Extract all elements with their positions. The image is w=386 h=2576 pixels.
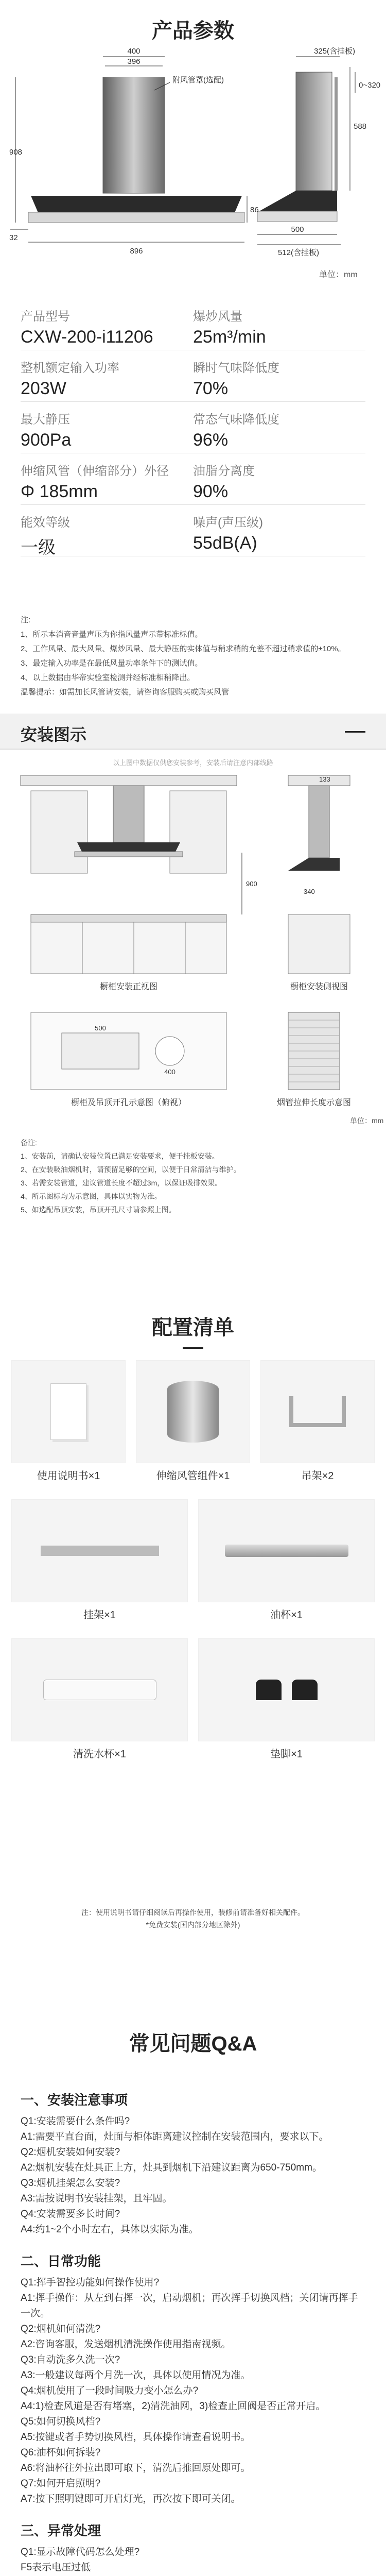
spec-value: 900Pa <box>21 430 72 450</box>
parts-title-underline <box>0 1342 386 1351</box>
faq-line: Q1:显示故障代码怎么处理? <box>21 2547 140 2557</box>
caption-b: 橱柜安装侧视图 <box>290 982 348 991</box>
dim-unit: 单位：mm <box>319 270 358 279</box>
part-item <box>198 1638 375 1760</box>
faq-line: A3:一般建议每两个月洗一次，具体以使用情况为准。 <box>21 2370 251 2381</box>
caption-a: 橱柜安装正视图 <box>99 982 158 991</box>
spec-title: 产品参数 <box>152 20 234 42</box>
oil-cup-icon <box>225 1545 348 1557</box>
faq-line: A1:挥手操作：从左到右挥一次，启动烟机；再次挥手切换风档；关闭请再挥手一次。 <box>21 2293 358 2319</box>
part-label: 清洗水杯×1 <box>73 1749 126 1760</box>
spec-label: 最大静压 <box>21 413 70 427</box>
install-diagram <box>0 770 386 1131</box>
faq-list <box>21 2076 365 2576</box>
install-hood <box>77 842 180 853</box>
spec-label: 整机额定输入功率 <box>21 361 119 375</box>
install-top-duct <box>155 1037 184 1065</box>
side-chimney <box>296 72 332 191</box>
install-cabinet-right <box>170 791 226 873</box>
duct-icon <box>167 1381 219 1443</box>
water-cup-icon <box>43 1680 156 1700</box>
foot-pad-icon <box>256 1680 282 1700</box>
faq-line: A2:咨询客服，发送烟机清洗操作使用指南视频。 <box>21 2339 231 2350</box>
parts-note-line: 注：使用说明书请仔细阅读后再操作使用，装修前请准备好相关配件。 <box>81 1908 305 1917</box>
spec-cell <box>21 402 193 453</box>
faq-line: Q2:烟机安装如何安装? <box>21 2147 120 2158</box>
part-label: 挂架×1 <box>83 1609 116 1621</box>
spec-cell <box>193 299 365 350</box>
parts-title-bar <box>183 1347 203 1349</box>
faq-line: A6:将油杯往外拉出即可取下，清洗后推回原处即可。 <box>21 2463 251 2473</box>
spec-value: 一级 <box>21 538 56 557</box>
spec-cell <box>193 402 365 453</box>
spec-cell <box>193 350 365 401</box>
faq-line: A1:需要平直台面，灶面与柜体距离建议控制在安装范围内，要求以下。 <box>21 2131 329 2142</box>
spec-row <box>21 402 365 453</box>
note-line: 温馨提示：如需加长风管请安装，请咨询客服购买或购买风管 <box>21 688 230 697</box>
install-dim-133: 133 <box>319 775 330 783</box>
install-dim-400: 400 <box>164 1068 176 1076</box>
dim-500: 500 <box>291 225 304 234</box>
install-title: 安装图示 <box>21 725 87 744</box>
install-dim-900: 900 <box>246 880 257 888</box>
install-cabinet-left <box>31 791 87 873</box>
faq-line: Q3:自动洗多久洗一次? <box>21 2354 120 2365</box>
install-header-bar <box>345 731 365 733</box>
part-label: 垫脚×1 <box>270 1749 303 1760</box>
dim-pipe-label: 附风管罩(选配) <box>172 76 224 84</box>
part-label: 油杯×1 <box>270 1609 303 1621</box>
spec-value: 70% <box>193 379 229 398</box>
spec-label: 油脂分离度 <box>193 464 255 478</box>
spec-table <box>21 299 365 556</box>
spec-value: Φ 185mm <box>21 482 98 501</box>
spec-cell <box>21 299 193 350</box>
dimension-drawing <box>0 0 386 289</box>
faq-line: Q4:烟机使用了一段时间吸力变小怎么办? <box>21 2385 199 2396</box>
part-image <box>11 1360 126 1463</box>
spec-value: 90% <box>193 482 229 501</box>
install-side-cabinet <box>288 914 350 974</box>
spec-row <box>21 453 365 505</box>
install-dim-340: 340 <box>304 888 315 895</box>
install-side-hood <box>288 858 340 871</box>
dim-400: 400 <box>127 47 141 56</box>
part-item <box>260 1360 375 1482</box>
spec-value: 96% <box>193 430 229 450</box>
spec-cell <box>193 505 365 556</box>
install-side-chimney <box>309 786 329 858</box>
install-top-opening <box>62 1033 139 1069</box>
foot-pad-icon <box>292 1680 318 1700</box>
install-note-line: 2、在安装吸油烟机时，请预留足够的空间，以便于日常清洁与维护。 <box>21 1165 241 1174</box>
spec-value: CXW-200-i11206 <box>21 327 153 347</box>
note-line: 3、最定输入功率是在最低风量功率条件下的测试值。 <box>21 659 203 668</box>
faq-line: F5表示电压过低 <box>21 2562 91 2573</box>
part-item <box>198 1499 375 1621</box>
spec-label: 产品型号 <box>21 310 70 324</box>
spec-cell <box>21 453 193 504</box>
spec-label: 能效等级 <box>21 516 70 530</box>
manual-icon <box>50 1383 86 1440</box>
faq-line: Q3:烟机挂架怎么安装? <box>21 2178 120 2189</box>
install-ceiling <box>21 775 237 786</box>
install-duct-stretch <box>288 1012 340 1090</box>
faq-line: A7:按下照明键即可开启灯光，再次按下即可关闭。 <box>21 2494 241 2504</box>
faq-line: Q7:如何开启照明? <box>21 2478 101 2489</box>
faq-heading: 二、日常功能 <box>21 2253 101 2269</box>
part-item <box>11 1360 126 1482</box>
part-label: 伸缩风管组件×1 <box>156 1470 230 1482</box>
faq-line: Q1:安装需要什么条件吗? <box>21 2116 130 2127</box>
parts-note-line: *免费安装(国内部分地区除外) <box>146 1921 240 1929</box>
install-note-line: 4、所示图标均为示意图，具体以实物为准。 <box>21 1192 162 1200</box>
dim-325: 325(含挂板) <box>314 47 356 56</box>
part-label: 吊架×2 <box>301 1470 334 1482</box>
parts-title: 配置清单 <box>152 1316 234 1339</box>
spec-value: 25m³/min <box>193 327 266 347</box>
faq-line: A3:需按说明书安装挂架，且牢固。 <box>21 2193 172 2204</box>
note-line: 注: <box>21 616 31 624</box>
part-item <box>11 1638 188 1760</box>
faq-line: A4:约1~2个小时左右，具体以实际为准。 <box>21 2224 199 2235</box>
dim-908: 908 <box>9 148 23 157</box>
part-image <box>198 1638 375 1741</box>
install-unit: 单位：mm <box>350 1116 384 1125</box>
faq-title: 常见问题Q&A <box>129 2032 257 2055</box>
note-line: 2、工作风量、最大风量、爆炒风量、最大静压的实体值与稍求稍的允差不超过稍求值的±10%。 <box>21 645 346 653</box>
faq-heading: 一、安装注意事项 <box>21 2092 128 2108</box>
part-image <box>11 1499 188 1602</box>
front-hood-bottom <box>28 212 244 223</box>
faq-line: Q2:烟机如何清洗? <box>21 2324 101 2334</box>
hanger-icon <box>289 1396 346 1427</box>
note-line: 4、以上数据由华帝实验室检测并经标准相稍降出。 <box>21 673 195 682</box>
dimension-section <box>0 0 386 289</box>
faq-line: Q4:安装需要多长时间? <box>21 2209 120 2219</box>
spec-label: 瞬时气味降低度 <box>193 361 279 375</box>
part-image <box>11 1638 188 1741</box>
faq-line: Q1:挥手智控功能如何操作使用? <box>21 2277 160 2288</box>
install-note-line: 1、安装前，请确认安装位置已满足安装要求，便于挂板安装。 <box>21 1152 219 1160</box>
spec-notes <box>21 613 365 700</box>
parts-note <box>21 1906 365 1931</box>
install-note-line: 5、如选配吊顶安装，吊顶开孔尺寸请参照上图。 <box>21 1206 176 1214</box>
faq-line: A5:按键或者手势切换风档，具体操作请查看说明书。 <box>21 2432 251 2443</box>
side-hood-bottom <box>257 211 337 222</box>
caption-d: 烟管拉伸长度示意图 <box>276 1098 352 1107</box>
install-chimney <box>113 786 144 842</box>
part-image <box>136 1360 250 1463</box>
dim-0-320: 0~320 <box>359 81 381 90</box>
spec-value: 203W <box>21 379 66 398</box>
faq-line: Q5:如何切换风档? <box>21 2416 101 2427</box>
install-notes <box>21 1136 365 1216</box>
dim-86: 86 <box>250 206 259 214</box>
spec-row <box>21 299 365 350</box>
dim-32: 32 <box>9 233 18 242</box>
install-header <box>0 714 386 750</box>
faq-line: A2:烟机安装在灶具正上方，灶具到烟机下沿建议距离为650-750mm。 <box>21 2162 322 2173</box>
install-counter <box>31 914 226 922</box>
faq-line: A4:1)检查风道是否有堵塞，2)清洗油网，3)检查止回阀是否正常开启。 <box>21 2401 326 2412</box>
dim-396: 396 <box>127 57 141 66</box>
dim-512: 512(含挂板) <box>277 248 320 257</box>
part-image <box>260 1360 375 1463</box>
part-item <box>11 1499 188 1621</box>
spec-label: 噪声(声压级) <box>193 516 263 530</box>
spec-cell <box>193 453 365 504</box>
faq-heading: 三、异常处理 <box>21 2523 101 2538</box>
front-hood-top <box>31 196 242 214</box>
spec-label: 常态气味降低度 <box>193 413 279 427</box>
install-note-line: 备注: <box>21 1139 37 1147</box>
front-chimney-shade <box>103 77 165 193</box>
side-hood <box>257 191 337 212</box>
spec-row <box>21 505 365 556</box>
part-item <box>136 1360 250 1482</box>
install-dim-500: 500 <box>95 1024 106 1032</box>
spec-value: 55dB(A) <box>193 533 257 553</box>
caption-c: 橱柜及吊顶开孔示意图（俯视） <box>71 1098 187 1107</box>
spec-cell <box>21 505 193 556</box>
spec-label: 爆炒风量 <box>193 310 242 324</box>
install-base-cabinet <box>31 922 226 974</box>
side-bracket <box>335 77 338 191</box>
spec-cell <box>21 350 193 401</box>
note-line: 1、所示本消音音量声压为你指风量声示带标准标值。 <box>21 630 203 639</box>
install-banner: 以上图中数据仅供您安装参考，安装后请注意内部线路 <box>112 759 273 767</box>
part-image <box>198 1499 375 1602</box>
spec-label: 伸缩风管（伸缩部分）外径 <box>21 464 169 478</box>
dim-896: 896 <box>130 247 143 256</box>
faq-line: Q6:油杯如何拆装? <box>21 2447 101 2458</box>
install-hood-base <box>75 852 183 857</box>
dim-588: 588 <box>354 122 367 131</box>
bracket-icon <box>41 1546 159 1556</box>
install-note-line: 3、若需安装管道，建议管道长度不超过3m，以保证吸排效果。 <box>21 1179 222 1187</box>
spec-row <box>21 350 365 402</box>
part-label: 使用说明书×1 <box>37 1470 100 1482</box>
